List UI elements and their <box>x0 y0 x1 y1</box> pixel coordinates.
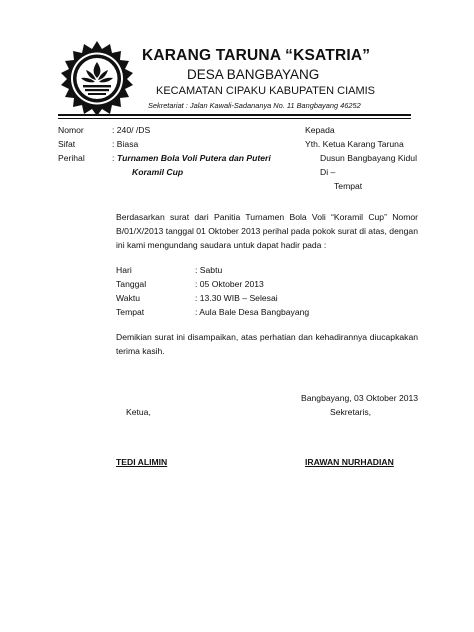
detail-label-tanggal: Tanggal <box>116 279 147 289</box>
village-name: DESA BANGBAYANG <box>187 67 320 82</box>
recipient-kepada: Kepada <box>305 125 335 135</box>
perihal-colon: : <box>112 153 115 163</box>
perihal-line-2: Koramil Cup <box>132 167 184 177</box>
closing-paragraph: Demikian surat ini disampaikan, atas perhatian dan kehadirannya diucapkakan terima kasih. <box>116 332 418 357</box>
sifat-value: : Biasa <box>112 139 139 149</box>
detail-value-waktu: : 13.30 WIB – Selesai <box>195 293 278 303</box>
nomor-label: Nomor <box>58 125 84 135</box>
detail-value-hari: : Sabtu <box>195 265 223 275</box>
district-name: KECAMATAN CIPAKU KABUPATEN CIAMIS <box>156 85 376 97</box>
perihal-label: Perihal <box>58 153 85 163</box>
detail-value-tanggal: : 05 Oktober 2013 <box>195 279 264 289</box>
detail-label-tempat: Tempat <box>116 307 145 317</box>
nomor-value: : 240/ /DS <box>112 125 151 135</box>
header-rule-thin <box>58 118 411 119</box>
recipient-line-3: Di – <box>320 167 336 177</box>
recipient-line-1: Yth. Ketua Karang Taruna <box>305 139 404 149</box>
left-signer-title: Ketua, <box>126 407 151 417</box>
perihal-line-1: Turnamen Bola Voli Putera dan Puteri <box>117 153 271 163</box>
right-signer-name: IRAWAN NURHADIAN <box>305 457 394 467</box>
detail-label-hari: Hari <box>116 265 132 275</box>
header-rule-thick <box>58 114 411 116</box>
invitation-paragraph: Berdasarkan surat dari Panitia Turnamen Bola Voli “Koramil Cup” Nomor B/01/X/2013 tanggal 01 Oktober 2013 perihal pada pokok surat di atas, dengan ini kami mengundang saudara untuk dapat hadir pada : <box>116 212 418 251</box>
sifat-label: Sifat <box>58 139 76 149</box>
recipient-line-2: Dusun Bangbayang Kidul <box>320 153 417 163</box>
right-signer-title: Sekretaris, <box>330 407 372 417</box>
left-signer-name: TEDI ALIMIN <box>116 457 168 467</box>
recipient-line-4: Tempat <box>334 181 363 191</box>
detail-label-waktu: Waktu <box>116 293 141 303</box>
place-date: Bangbayang, 03 Oktober 2013 <box>301 393 419 403</box>
detail-value-tempat: : Aula Bale Desa Bangbayang <box>195 307 310 317</box>
county-emblem-icon <box>59 40 135 116</box>
organization-name: KARANG TARUNA “KSATRIA” <box>142 47 371 64</box>
secretariat-address: Sekretariat : Jalan Kawali-Sadananya No. 11 Bangbayang 46252 <box>148 101 361 110</box>
